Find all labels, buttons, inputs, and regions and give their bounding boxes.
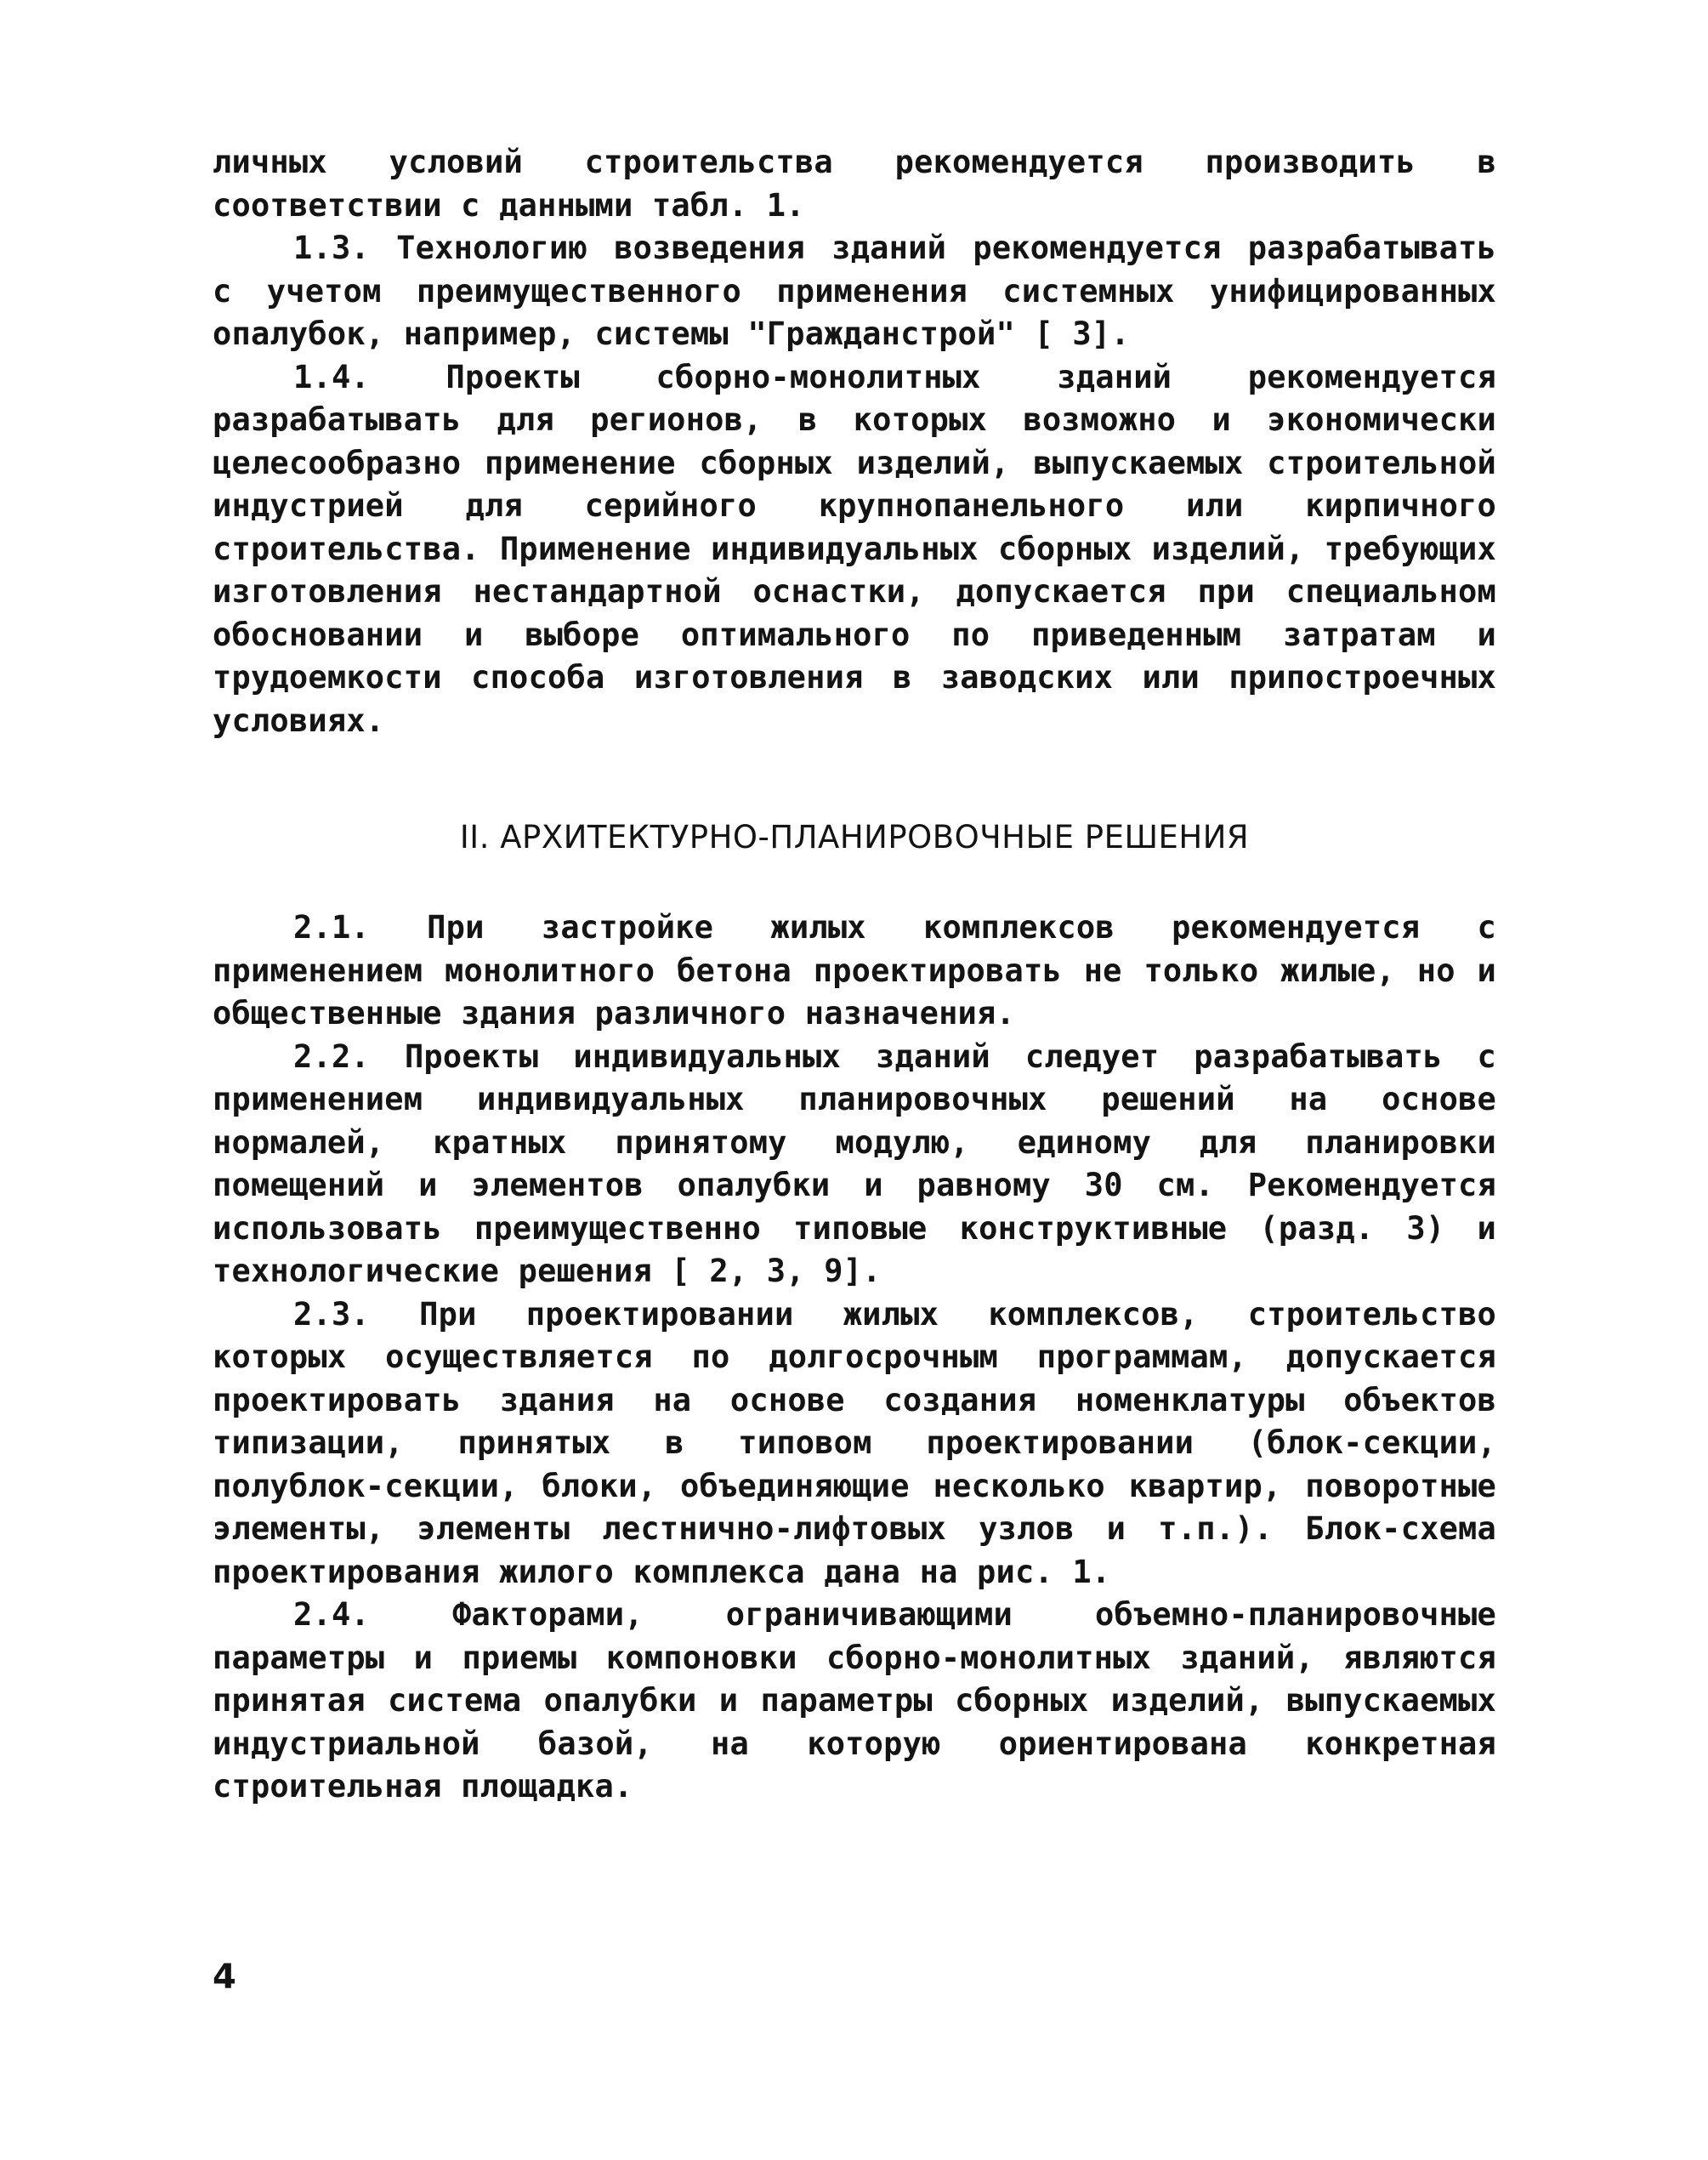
paragraph-1-2-continuation: личных условий строительства рекомендуется производить в соответствии с данными табл. 1. — [213, 144, 1496, 224]
paragraph-2-1: 2.1. При застройке жилых комплексов рекомендуется с применением монолитного бетона проектировать не только жилые, но и общественные здания различного назначения. — [213, 909, 1496, 1032]
intro-text-block — [213, 141, 1496, 742]
section-heading: II. АРХИТЕКТУРНО-ПЛАНИРОВОЧНЫЕ РЕШЕНИЯ — [459, 819, 1250, 855]
paragraph-1-3: 1.3. Технологию возведения зданий рекомендуется разрабатывать с учетом преимущественного применения системных унифицированных опалубок, например, системы "Гражданстрой" [ 3]. — [213, 230, 1496, 352]
paragraph-2-3: 2.3. При проектировании жилых комплексов, строительство которых осуществляется по долгосрочным программам, допускается проектировать здания на основе создания номенклатуры объектов типизации, принятых в типовом проектировании (блок-секции, полублок-секции, блоки, объединяющие несколько квартир, поворотные элементы, элементы лестнично-лифтовых узлов и т.п.). Блок-схема проектирования жилого комплекса дана на рис. 1. — [213, 1295, 1496, 1590]
paragraph-1-4: 1.4. Проекты сборно-монолитных зданий рекомендуется разрабатывать для регионов, в которых возможно и экономически целесообразно применение сборных изделий, выпускаемых строительной индустрией для серийного крупнопанельного или кирпичного строительства. Применение индивидуальных сборных изделий, требующих изготовления нестандартной оснастки, допускается при специальном обосновании и выборе оптимального по приведенным затратам и трудоемкости способа изготовления в заводских или припостроечных условиях. — [213, 358, 1496, 739]
paragraph-2-2: 2.2. Проекты индивидуальных зданий следует разрабатывать с применением индивидуальных планировочных решений на основе нормалей, кратных принятому модулю, единому для планировки помещений и элементов опалубки и равному 30 см. Рекомендуется использовать преимущественно типовые конструктивные (разд. 3) и технологические решения [ 2, 3, 9]. — [213, 1037, 1496, 1289]
paragraph-2-4: 2.4. Факторами, ограничивающими объемно-планировочные параметры и приемы компоновки сборно-монолитных зданий, являются принятая система опалубки и параметры сборных изделий, выпускаемых индустриальной базой, на которую ориентирована конкретная строительная площадка. — [213, 1596, 1496, 1805]
page-number: 4 — [213, 1958, 236, 1997]
section-2-text-block — [213, 907, 1496, 1809]
